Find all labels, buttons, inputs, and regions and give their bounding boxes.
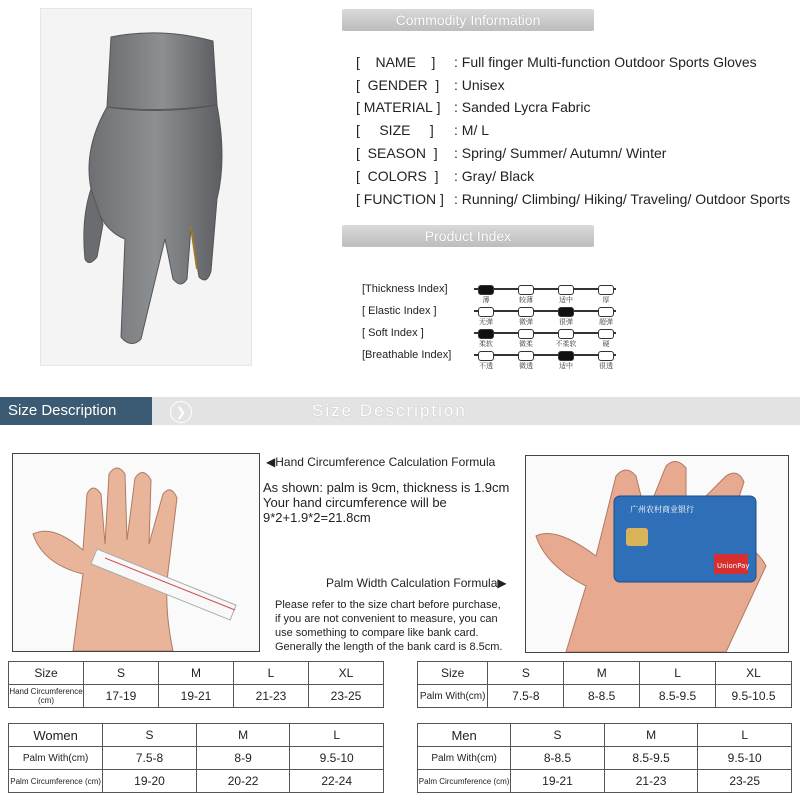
table-header-cell: Size	[418, 662, 488, 685]
table-cell: 9.5-10	[290, 747, 384, 770]
table-cell: 19-21	[159, 685, 234, 708]
unionpay-label: UnionPay	[717, 562, 750, 570]
table-row-label: Palm With(cm)	[418, 685, 488, 708]
table-cell: 21-23	[604, 770, 698, 793]
info-key: FUNCTION	[363, 191, 437, 207]
product-photo	[40, 8, 252, 366]
index-label: [ Soft Index ]	[362, 327, 424, 339]
index-tick-marker	[598, 285, 614, 295]
table-header-cell: M	[196, 724, 290, 747]
hand-measure-photo	[12, 453, 260, 652]
info-key: SIZE	[379, 122, 411, 138]
index-scale	[474, 310, 616, 326]
info-key: GENDER	[367, 77, 428, 93]
info-row-colors: [ COLORS ] : Gray/ Black	[356, 168, 535, 184]
info-value: Spring/ Summer/ Autumn/ Winter	[461, 145, 667, 161]
table-header-cell: S	[488, 662, 564, 685]
info-row-size: [ SIZE ] : M/ L	[356, 122, 490, 138]
size-description-tab: Size Description	[0, 397, 152, 425]
info-row-name: [ NAME ] : Full finger Multi-function Outdoor Sports Gloves	[356, 54, 757, 70]
info-value: M/ L	[461, 122, 490, 138]
table-cell: 8-9	[196, 747, 290, 770]
index-tick-label: 适中	[559, 363, 573, 370]
palm-formula-line: Please refer to the size chart before purchase,	[275, 599, 501, 611]
info-value: Gray/ Black	[461, 168, 535, 184]
table-cell: 21-23	[234, 685, 309, 708]
table-header-cell: S	[103, 724, 197, 747]
table-cell: 7.5-8	[488, 685, 564, 708]
table-cell: 8-8.5	[564, 685, 640, 708]
index-label: [Thickness Index]	[362, 283, 448, 295]
index-tick-marker	[598, 351, 614, 361]
table-cell: 19-20	[103, 770, 197, 793]
table-cell: 23-25	[309, 685, 384, 708]
table-cell: 17-19	[84, 685, 159, 708]
hand-with-tape-image	[13, 454, 259, 651]
palm-width-table	[417, 661, 792, 708]
table-cell: 22-24	[290, 770, 384, 793]
info-row-season: [ SEASON ] : Spring/ Summer/ Autumn/ Winter	[356, 145, 667, 161]
index-tick-label: 厚	[602, 297, 610, 304]
table-header-cell: Women	[9, 724, 103, 747]
info-row-material: [ MATERIAL ] : Sanded Lycra Fabric	[356, 99, 591, 115]
table-cell: 8.5-9.5	[604, 747, 698, 770]
palm-formula-line: if you are not convenient to measure, you can	[275, 613, 498, 625]
index-tick-label: 很弹	[559, 319, 573, 326]
women-size-table	[8, 723, 384, 793]
card-chip-icon	[626, 528, 648, 546]
index-tick-marker	[558, 307, 574, 317]
table-header-cell: XL	[309, 662, 384, 685]
info-key: COLORS	[367, 168, 427, 184]
index-tick-label: 微弹	[519, 319, 533, 326]
table-row-label: Palm With(cm)	[9, 747, 103, 770]
hand-formula-line: As shown: palm is 9cm, thickness is 1.9cm	[263, 480, 510, 495]
table-row-label: Palm Circumference (cm)	[9, 770, 103, 793]
index-tick-label: 无弹	[479, 319, 493, 326]
index-tick-label: 微透	[519, 363, 533, 370]
index-tick-marker	[558, 351, 574, 361]
info-value: Unisex	[461, 77, 505, 93]
hand-card-photo	[525, 455, 789, 653]
index-tick-marker	[478, 351, 494, 361]
index-label: [ Elastic Index ]	[362, 305, 437, 317]
info-value: Sanded Lycra Fabric	[461, 99, 591, 115]
table-cell: 9.5-10	[698, 747, 792, 770]
table-row-label: Hand Circumference (cm)	[9, 685, 84, 708]
hand-formula-line: Your hand circumference will be	[263, 495, 447, 510]
index-tick-label: 超弹	[599, 319, 613, 326]
hand-with-card-image	[526, 456, 788, 652]
index-scale	[474, 332, 616, 348]
table-header-cell: M	[564, 662, 640, 685]
index-tick-marker	[598, 329, 614, 339]
index-tick-marker	[518, 351, 534, 361]
index-tick-label: 薄	[482, 297, 490, 304]
palm-formula-line: Generally the length of the bank card is 8.5cm.	[275, 641, 503, 653]
index-tick-label: 很透	[599, 363, 613, 370]
chevron-right-icon: ❯	[170, 401, 192, 423]
hand-formula-title: ◀Hand Circumference Calculation Formula	[266, 455, 496, 469]
info-row-gender: [ GENDER ] : Unisex	[356, 77, 505, 93]
index-tick-label: 微柔	[519, 341, 533, 348]
info-key: SEASON	[367, 145, 427, 161]
product-index-ribbon: Product Index	[342, 225, 594, 247]
palm-formula-title: Palm Width Calculation Formula▶	[326, 576, 507, 590]
table-row-label: Palm With(cm)	[418, 747, 511, 770]
index-tick-marker	[478, 307, 494, 317]
table-header-cell: L	[234, 662, 309, 685]
index-label: [Breathable Index]	[362, 349, 452, 361]
table-cell: 23-25	[698, 770, 792, 793]
index-tick-marker	[478, 285, 494, 295]
table-header-cell: S	[511, 724, 605, 747]
size-description-title: Size Description	[312, 401, 467, 420]
table-header-cell: L	[290, 724, 384, 747]
table-header-cell: Size	[9, 662, 84, 685]
index-tick-marker	[598, 307, 614, 317]
info-key: NAME	[375, 54, 416, 70]
index-scale	[474, 288, 616, 304]
index-scale	[474, 354, 616, 370]
table-header-cell: M	[604, 724, 698, 747]
table-cell: 19-21	[511, 770, 605, 793]
index-tick-marker	[478, 329, 494, 339]
table-cell: 20-22	[196, 770, 290, 793]
bank-card-name: 广州农村商业银行	[630, 505, 694, 514]
hand-formula-result: 9*2+1.9*2=21.8cm	[263, 510, 371, 525]
palm-formula-line: use something to compare like bank card.	[275, 627, 479, 639]
index-tick-marker	[518, 285, 534, 295]
table-header-cell: L	[640, 662, 716, 685]
table-header-cell: L	[698, 724, 792, 747]
info-row-function: [ FUNCTION ] : Running/ Climbing/ Hiking/ Traveling/ Outdoor Sports	[356, 191, 791, 207]
info-value: Full finger Multi-function Outdoor Sports Gloves	[461, 54, 757, 70]
commodity-information-ribbon: Commodity Information	[342, 9, 594, 31]
table-cell: 8.5-9.5	[640, 685, 716, 708]
table-cell: 7.5-8	[103, 747, 197, 770]
table-row-label: Palm Circumference (cm)	[418, 770, 511, 793]
hand-circumference-table	[8, 661, 384, 708]
index-tick-label: 较薄	[519, 297, 533, 304]
index-tick-marker	[558, 329, 574, 339]
index-tick-marker	[518, 307, 534, 317]
index-tick-label: 不透	[479, 363, 493, 370]
table-cell: 8-8.5	[511, 747, 605, 770]
index-tick-marker	[558, 285, 574, 295]
table-header-cell: Men	[418, 724, 511, 747]
index-tick-label: 硬	[602, 341, 610, 348]
info-key: MATERIAL	[363, 99, 433, 115]
table-header-cell: XL	[715, 662, 791, 685]
index-tick-label: 不柔软	[555, 341, 577, 348]
table-cell: 9.5-10.5	[715, 685, 791, 708]
glove-image	[41, 9, 251, 365]
table-header-cell: S	[84, 662, 159, 685]
index-tick-label: 柔软	[479, 341, 493, 348]
men-size-table	[417, 723, 792, 793]
index-tick-marker	[518, 329, 534, 339]
index-tick-label: 适中	[559, 297, 573, 304]
info-value: Running/ Climbing/ Hiking/ Traveling/ Outdoor Sports	[461, 191, 791, 207]
table-header-cell: M	[159, 662, 234, 685]
